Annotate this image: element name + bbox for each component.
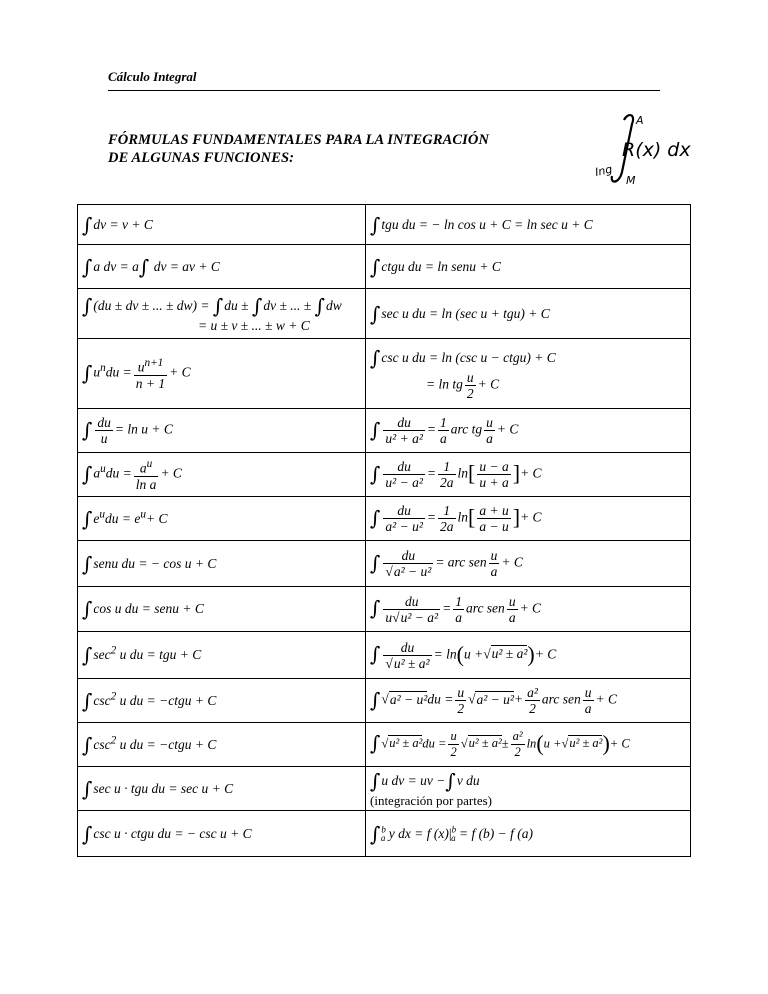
table-row	[78, 453, 691, 497]
title-line-2: DE ALGUNAS FUNCIONES:	[108, 150, 295, 166]
fraction: $\frac{u}{a}$	[584, 685, 592, 716]
page-header	[108, 68, 660, 91]
header-title: Cálculo Integral	[108, 69, 197, 84]
table-row	[78, 632, 691, 679]
integral-sign-icon: ∫	[251, 293, 263, 318]
table-row	[78, 679, 691, 723]
integral-sign-icon: ∫	[370, 254, 381, 279]
integral-sign-icon: ∫	[370, 821, 381, 846]
table-row	[78, 409, 691, 453]
formula-cell: $\int\csc^2$ u du = −ctgu + C	[78, 723, 366, 767]
integral-sign-icon: ∫	[370, 461, 381, 486]
document-title	[108, 131, 489, 167]
formula-cell: ∫u dv = uv −∫v du (integración por partes)	[366, 767, 691, 811]
table-row	[78, 245, 691, 289]
integral-sign-icon: ∫	[370, 596, 381, 621]
fraction: $\frac{a + u}{a - u}$	[479, 503, 509, 534]
integral-sign-icon: ∫	[82, 597, 93, 621]
integral-sign-icon: ∫	[82, 360, 93, 385]
logo-upper-limit: A	[636, 114, 644, 127]
integral-sign-icon: ∫	[370, 768, 381, 793]
integral-sign-icon: ∫	[370, 687, 381, 712]
integral-sign-icon: ∫	[82, 212, 93, 237]
formula-cell: ∫ $\frac{du}{\text{a² − u²}}$ = $\frac{1}{2a}$ ln[ $\frac{a + u}{a - u}$ ]+ C	[366, 497, 691, 541]
table-row	[78, 587, 691, 632]
fraction: $\frac{1}{2a}$	[440, 503, 454, 534]
logo-lower-limit: M	[626, 174, 636, 187]
formula-cell: ∫cos u du = senu + C	[78, 587, 366, 632]
integral-sign-icon: ∫	[82, 821, 93, 846]
formula-cell: ∫dv = v + C	[78, 205, 366, 245]
integral-sign-icon: ∫	[314, 293, 325, 318]
integral-sign-icon: ∫	[370, 346, 381, 370]
integral-sign-icon: ∫	[82, 417, 93, 442]
formula-cell: ∫√u² ± a²du = $\frac{u}{2}$ √u² ± a²± $\frac{\text{a²}}{2}$ ln(u +√u² ± a²)+ C	[366, 723, 691, 767]
table-row	[78, 205, 691, 245]
fraction: $\frac{du}{\text{u² + a²}}$	[385, 415, 423, 446]
formula-cell: ∫(du ± dv ± ... ± dw) = ∫du ± ∫dv ± ... ± ∫dw = u ± v ± ... ± w + C	[78, 289, 366, 339]
formula-cell: ∫sec u du = ln (sec u + tgu) + C	[366, 289, 691, 339]
integral-sign-icon: ∫	[82, 688, 93, 713]
fraction: $\frac{u}{a}$	[508, 593, 516, 625]
fraction: $\frac{du}{\text{u√u² − a²}}$	[385, 593, 439, 625]
formula-cell: ∫senu du = − cos u + C	[78, 541, 366, 587]
fraction: $\frac{u}{2}$	[457, 685, 465, 716]
fraction: $\frac{1}{a}$	[455, 593, 462, 625]
formula-cell: ∫ $\frac{du}{\text{√a² − u²}}$ = arc sen $\frac{u}{a}$ + C	[366, 541, 691, 587]
formula-cell: $\int a^udu$ = $\frac{a^u}{\text{ln a}}$ + C	[78, 453, 366, 497]
title-line-1: FÓRMULAS FUNDAMENTALES PARA LA INTEGRACIÓN	[108, 132, 490, 148]
integral-sign-icon: ∫	[82, 506, 93, 531]
fraction: $\frac{1}{a}$	[440, 415, 447, 446]
formula-cell: $\int e^udu = e^u+ C$	[78, 497, 366, 541]
integral-sign-icon: ∫	[445, 768, 456, 793]
formula-cell: ∫ctgu du = ln senu + C	[366, 245, 691, 289]
fraction: $\frac{1}{2a}$	[440, 459, 454, 490]
logo-expression: R(x) dx	[622, 139, 691, 161]
table-row	[78, 339, 691, 409]
formula-cell: ∫ $\frac{du}{\text{u² − a²}}$ = $\frac{1}{2a}$ ln[ $\frac{u - a}{u + a}$ ]+ C	[366, 453, 691, 497]
fraction: $\frac{u}{2}$	[466, 370, 474, 401]
table-row	[78, 811, 691, 857]
integral-sign-icon: ∫	[82, 461, 93, 486]
fraction: $\frac{du}{\text{√u² ± a²}}$	[385, 639, 430, 671]
integral-sign-icon: ∫	[82, 732, 93, 757]
integral-sign-icon: ∫	[370, 417, 381, 442]
table-row	[78, 541, 691, 587]
formulas-table	[77, 204, 691, 857]
table-row	[78, 767, 691, 811]
formula-cell: $\int u^ndu$ = $\frac{u^{n+1}}{n + 1}$ + C	[78, 339, 366, 409]
fraction: $\frac{u}{2}$	[450, 729, 457, 759]
formula-cell: ∫tgu du = − ln cos u + C = ln sec u + C	[366, 205, 691, 245]
integral-sign-icon: ∫	[82, 776, 93, 801]
fraction: $\frac{du}{u}$	[97, 415, 111, 446]
formula-cell: ∫ $\frac{du}{u}$ = ln u + C	[78, 409, 366, 453]
integral-sign-icon: ∫	[212, 293, 224, 318]
formula-cell: ∫a dv = a∫ dv = av + C	[78, 245, 366, 289]
formula-cell: ∫ $\frac{du}{\text{u² + a²}}$ = $\frac{1}{a}$ arc tg $\frac{u}{a}$ + C	[366, 409, 691, 453]
table-row	[78, 289, 691, 339]
formula-cell: ∫√a² − u²du = $\frac{u}{2}$ √a² − u²+ $\frac{\text{a²}}{2}$ arc sen $\frac{u}{a}$ + C	[366, 679, 691, 723]
fraction: $\frac{du}{\text{√a² − u²}}$	[385, 548, 432, 579]
table-row	[78, 723, 691, 767]
integral-sign-icon: ∫	[82, 293, 93, 318]
fraction: $\frac{du}{\text{a² − u²}}$	[385, 503, 423, 534]
table-row	[78, 497, 691, 541]
formula-cell: ∫csc u du = ln (csc u − ctgu) + C = ln tg $\frac{u}{2}$ + C	[366, 339, 691, 409]
fraction: $\frac{du}{\text{u² − a²}}$	[385, 459, 423, 490]
fraction: $\frac{u - a}{u + a}$	[479, 459, 509, 490]
integral-sign-icon: ∫	[370, 505, 381, 530]
fraction: $\frac{u^{n+1}}{n + 1}$	[135, 357, 166, 391]
integral-sign-icon: ∫	[370, 212, 381, 237]
logo-side-text: Ing	[593, 162, 614, 179]
formula-cell: $\int\sec^2$ u du = tgu + C	[78, 632, 366, 679]
integral-sign-icon: ∫	[138, 254, 150, 279]
formula-cell: ∫ $\frac{du}{\text{u√u² − a²}}$ = $\frac{1}{a}$ arc sen $\frac{u}{a}$ + C	[366, 587, 691, 632]
integration-by-parts-note: (integración por partes)	[370, 792, 493, 808]
formula-cell: ∫$^b_a$ y dx = f $(x)|^b_a = f$ (b) − f (a)	[366, 811, 691, 857]
fraction: $\frac{u}{a}$	[490, 548, 498, 579]
fraction: $\frac{a^u}{\text{ln a}}$	[135, 458, 157, 492]
integral-sign-icon: ∫	[370, 642, 381, 667]
formula-cell: $\int\csc^2$ u du = −ctgu + C	[78, 679, 366, 723]
fraction: $\frac{\text{a²}}{2}$	[512, 729, 523, 759]
fraction: $\frac{u}{a}$	[486, 415, 493, 446]
formula-cell: ∫sec u · tgu du = sec u + C	[78, 767, 366, 811]
integral-sign-icon: ∫	[370, 550, 381, 575]
integral-sign-icon: ∫	[82, 643, 93, 667]
formula-cell: ∫ $\frac{du}{\text{√u² ± a²}}$ = ln(u +√u² ± a²)+ C	[366, 632, 691, 679]
integral-sign-icon: ∫	[82, 551, 93, 576]
integral-logo	[592, 112, 691, 188]
formula-cell: ∫csc u · ctgu du = − csc u + C	[78, 811, 366, 857]
integral-sign-icon: ∫	[370, 731, 381, 756]
integral-sign-icon: ∫	[370, 301, 381, 326]
integral-sign-icon: ∫	[82, 254, 93, 279]
fraction: $\frac{\text{a²}}{2}$	[527, 685, 538, 716]
